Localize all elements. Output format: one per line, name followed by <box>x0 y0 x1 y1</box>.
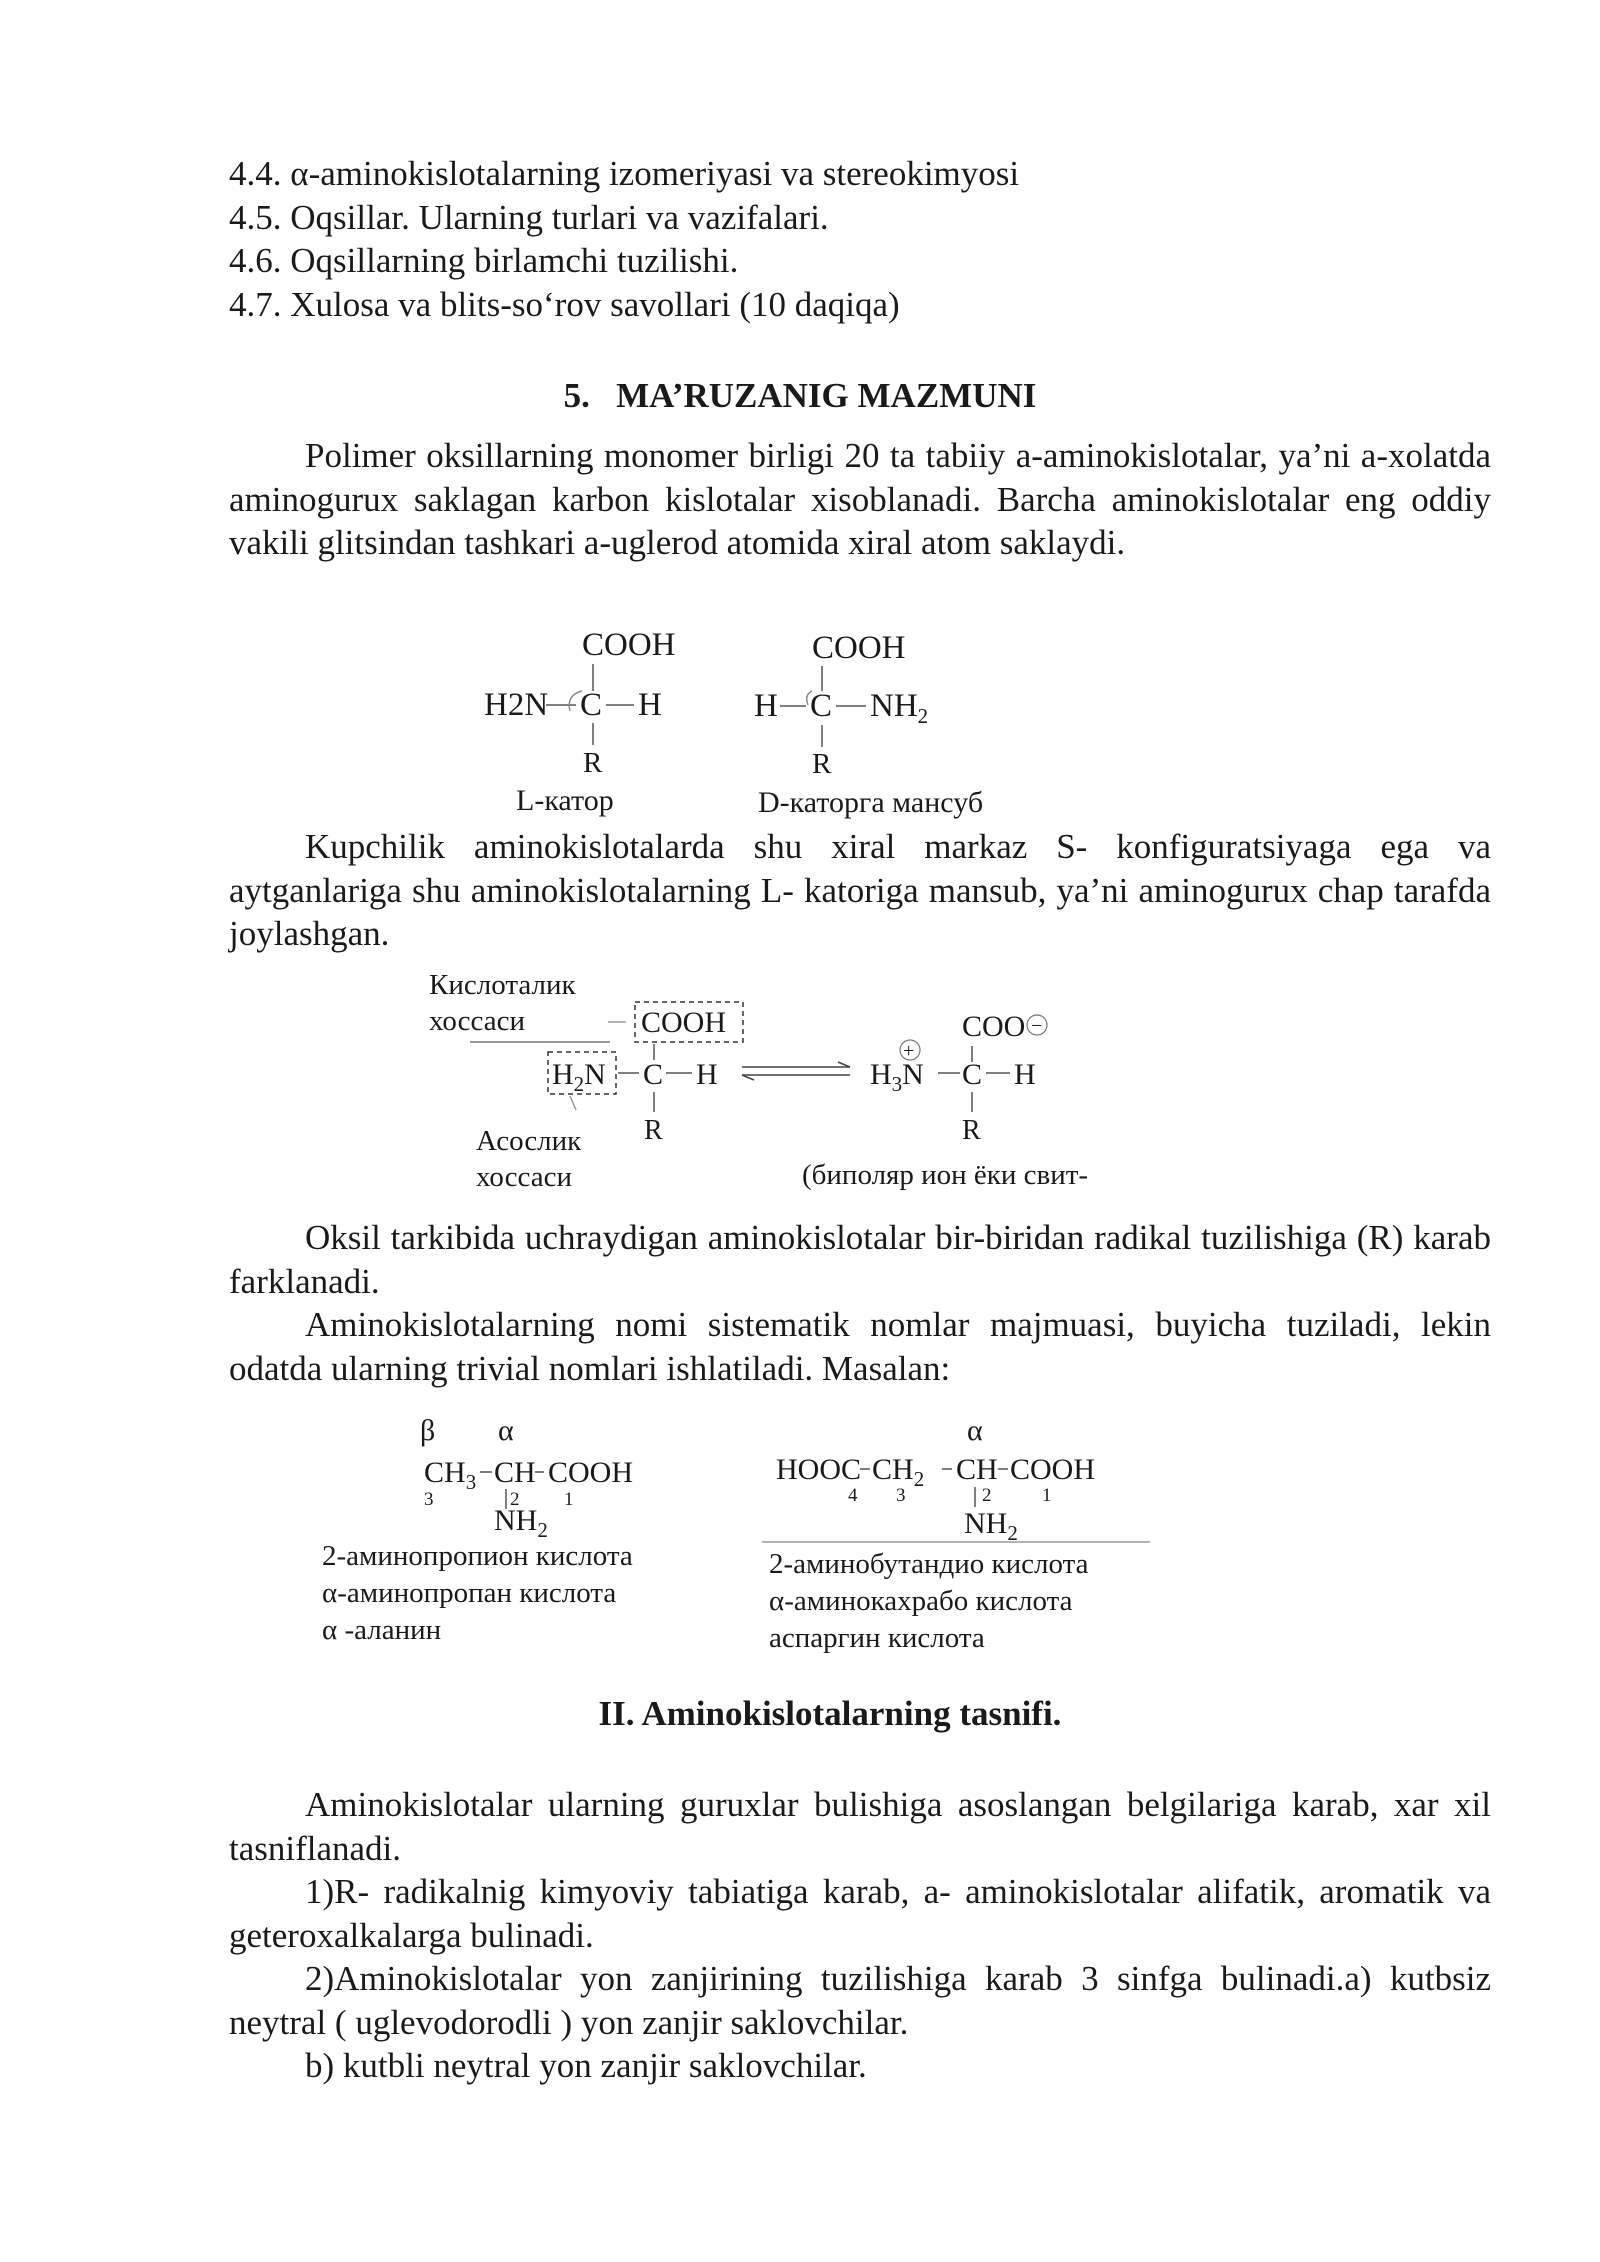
name-item: α-аминокахрабо кислота <box>769 1585 1073 1617</box>
acid-property-label: Кислоталик <box>429 969 576 1001</box>
carbon-number: 2 <box>982 1485 992 1506</box>
paragraph-monomer: Polimer oksillarning monomer birligi 20 ta tabiiy a-aminokislotalar, ya’ni a-xolatda aminogurux saklagan karbon kislotalar xisoblanadi. Barcha aminokislotalar eng oddiy vakili glitsindan tashkari a-uglerod atomida xiral atom saklaydi. <box>229 436 1491 562</box>
base-property-label: Асослик <box>476 1125 582 1157</box>
toc-item: 4.6. Oqsillarning birlamchi tuzilishi. <box>229 241 739 280</box>
r-group: R <box>644 1115 663 1146</box>
nh2-group: $NH_2$ <box>494 1504 548 1540</box>
l-form-structure <box>484 627 676 817</box>
hydrogen: H <box>696 1058 718 1091</box>
toc-item: 4.5. Oqsillar. Ularning turlari va vazifalari. <box>229 197 829 237</box>
name-item: аспаргин кислота <box>769 1622 985 1654</box>
acid-property-label: хоссаси <box>429 1005 525 1037</box>
section-5-heading <box>0 376 1600 416</box>
coo-group: COO <box>962 1010 1026 1043</box>
bipolar-ion-caption: (биполяр ион ёки свит- <box>802 1159 1089 1191</box>
section-number: 5. <box>563 376 590 415</box>
cooh-group: COOH <box>548 1456 634 1489</box>
ch2-group: $CH_2$ <box>872 1453 925 1491</box>
alpha-carbon: C <box>643 1058 664 1091</box>
paragraph-radical: Oksil tarkibida uchraydigan aminokislotalar bir-biridan radikal tuzilishiga (R) karab farklanadi. <box>229 1218 1491 1301</box>
equilibrium-arrows <box>742 1062 850 1080</box>
paragraph-polar-neutral: b) kutbli neytral yon zanjir saklovchilar. <box>305 2046 867 2085</box>
nh2-group: $NH_2$ <box>964 1507 1018 1545</box>
d-form-structure <box>754 630 983 819</box>
aspartic-acid-names <box>769 1546 1088 1657</box>
ch-group: CH <box>956 1453 998 1486</box>
alpha-label: α <box>498 1414 514 1447</box>
table-of-contents <box>229 152 1019 326</box>
r-group: R <box>583 747 603 779</box>
nh2-group: $NH_2$ <box>870 688 929 728</box>
cooh-group: COOH <box>812 630 906 666</box>
name-item: 2-аминопропион кислота <box>322 1540 633 1572</box>
toc-item: 4.7. Xulosa va blits-so‘rov savollari (10 daqiqa) <box>229 284 900 324</box>
hydrogen: H <box>638 687 662 723</box>
h2n-group: $H_2N$ <box>552 1058 606 1096</box>
plus-sign: + <box>903 1040 915 1062</box>
section-ii-heading: II. Aminokislotalarning tasnifi. <box>598 1694 1062 1733</box>
h3n-group: $H_3N$ <box>870 1058 924 1096</box>
paragraph-classification: Aminokislotalar ularning guruxlar bulishiga asoslangan belgilariga karab, xar xil tasniflanadi. <box>229 1785 1491 1868</box>
cooh-group: COOH <box>1010 1453 1096 1486</box>
alpha-carbon: C <box>962 1058 983 1091</box>
h2n-group: H2N <box>484 687 549 723</box>
carbon-number: 1 <box>1042 1485 1052 1506</box>
alanine-names <box>322 1538 633 1649</box>
paragraph-configuration: Kupchilik aminokislotalarda shu xiral markaz S- konfiguratsiyaga ega va aytganlariga shu aminokislotalarning L- katoriga mansub, ya’ni aminogurux chap tarafda joylashgan. <box>229 827 1491 953</box>
name-item: α-аминопропан кислота <box>322 1577 617 1609</box>
name-item: 2-аминобутандио кислота <box>769 1548 1089 1580</box>
carbon-number: 1 <box>564 1489 574 1510</box>
carbon-number: 4 <box>848 1485 858 1506</box>
paragraph-nomenclature: Aminokislotalarning nomi sistematik nomlar majmuasi, buyicha tuziladi, lekin odatda ularning trivial nomlari ishlatiladi. Masalan: <box>229 1305 1491 1388</box>
paragraph-radical-nature: 1)R- radikalnig kimyoviy tabiatiga karab, a- aminokislotalar alifatik, aromatik va geteroxalkalarga bulinadi. <box>229 1872 1491 1955</box>
bipolar-ion-figure <box>420 960 1140 1200</box>
ch3-group: $CH_3$ <box>424 1456 477 1494</box>
r-group: R <box>962 1115 981 1146</box>
alanine-formula <box>410 1405 710 1540</box>
base-property-label: хоссаси <box>476 1161 572 1193</box>
carbon-number: 3 <box>896 1485 906 1506</box>
paragraph-side-chain: 2)Aminokislotalar yon zanjirining tuzilishiga karab 3 sinfga bulinadi.a) kutbsiz neytral ( uglevodorodli ) yon zanjir saklovchilar. <box>229 1959 1491 2042</box>
minus-sign: − <box>1031 1015 1043 1037</box>
cooh-group: COOH <box>641 1006 727 1039</box>
carbon-number: 3 <box>424 1489 434 1510</box>
r-group: R <box>812 748 832 780</box>
d-form-label: D-каторга мансуб <box>758 786 984 819</box>
hooc-group: HOOC <box>776 1453 862 1486</box>
toc-item: 4.4. α-aminokislotalarning izomeriyasi va stereokimyosi <box>229 154 1020 193</box>
cooh-group: COOH <box>582 627 676 663</box>
pointer-arrow <box>570 1096 576 1110</box>
aspartic-acid-formula <box>760 1405 1160 1545</box>
name-item: α -аланин <box>322 1614 442 1646</box>
alpha-carbon: C <box>810 688 833 724</box>
alpha-label: α <box>967 1414 983 1447</box>
l-form-label: L-катор <box>516 784 614 817</box>
section-title: MA’RUZANIG MAZMUNI <box>616 376 1037 415</box>
hydrogen: H <box>754 688 778 724</box>
carbon-number: 2 <box>510 1489 520 1510</box>
l-d-configuration-figure <box>470 615 1030 820</box>
ch-group: CH <box>494 1456 536 1489</box>
hydrogen: H <box>1014 1058 1036 1091</box>
alpha-carbon: C <box>580 687 603 723</box>
beta-label: β <box>420 1414 436 1447</box>
